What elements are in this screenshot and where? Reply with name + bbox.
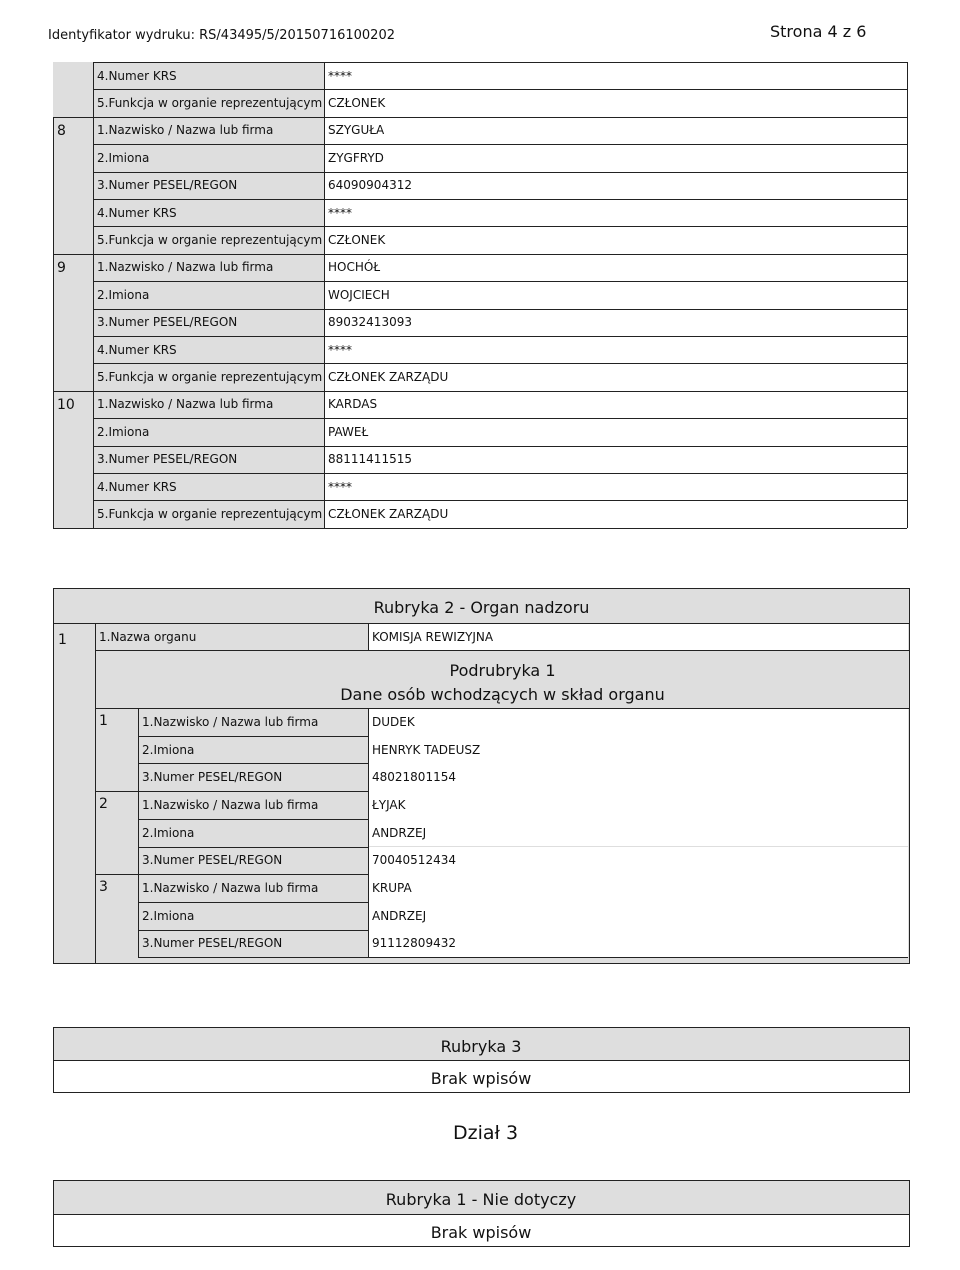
field-value: CZŁONEK ZARZĄDU xyxy=(328,370,449,385)
field-value: ZYGFRYD xyxy=(328,150,384,165)
member-divider xyxy=(95,874,138,875)
field-label: 3.Numer PESEL/REGON xyxy=(142,853,283,868)
field-label: 2.Imiona xyxy=(142,825,195,840)
print-identifier: Identyfikator wydruku: RS/43495/5/20150716100202 xyxy=(48,28,395,43)
field-value: **** xyxy=(328,479,352,494)
field-label: 1.Nazwisko / Nazwa lub firma xyxy=(97,123,274,138)
field-value: ANDRZEJ xyxy=(368,819,908,847)
organ-number: 1 xyxy=(58,632,67,648)
field-label: 5.Funkcja w organie reprezentującym xyxy=(97,370,323,385)
field-label: 5.Funkcja w organie reprezentującym xyxy=(97,507,323,522)
r2-top-border xyxy=(53,588,910,589)
field-label: 2.Imiona xyxy=(142,908,195,923)
field-label: 3.Numer PESEL/REGON xyxy=(97,178,238,193)
r2-sub-divider xyxy=(95,708,910,709)
field-label: 3.Numer PESEL/REGON xyxy=(142,770,283,785)
organ-name-value: KOMISJA REWIZYJNA xyxy=(368,624,908,650)
field-label: 1.Nazwisko / Nazwa lub firma xyxy=(97,260,274,275)
field-value: CZŁONEK ZARZĄDU xyxy=(328,507,449,522)
field-label: 2.Imiona xyxy=(97,287,150,302)
field-label: 3.Numer PESEL/REGON xyxy=(97,315,238,330)
field-label: 4.Numer KRS xyxy=(97,68,177,83)
r2-label-left xyxy=(138,708,139,957)
table-bottom-border xyxy=(53,528,907,529)
field-label: 4.Numer KRS xyxy=(97,205,177,220)
r2-bottom-border xyxy=(53,963,910,964)
label-left-border xyxy=(93,62,94,528)
field-label: 1.Nazwisko / Nazwa lub firma xyxy=(97,397,274,412)
field-value: **** xyxy=(328,205,352,220)
field-value: SZYGUŁA xyxy=(328,123,385,138)
field-label: 3.Numer PESEL/REGON xyxy=(97,452,238,467)
r2-right-border xyxy=(909,588,910,964)
field-value: PAWEŁ xyxy=(328,424,369,439)
field-label: 2.Imiona xyxy=(142,742,195,757)
field-label: 5.Funkcja w organie reprezentującym xyxy=(97,96,323,111)
table-left-border xyxy=(53,117,54,528)
field-label: 3.Numer PESEL/REGON xyxy=(142,936,283,951)
field-label: 1.Nazwisko / Nazwa lub firma xyxy=(142,881,319,896)
r2-organ-divider xyxy=(95,650,910,651)
field-value: HOCHÓŁ xyxy=(328,260,381,275)
r2-title-divider xyxy=(53,623,910,624)
rubryka-2-title: Rubryka 2 - Organ nadzoru xyxy=(373,598,590,617)
field-value: **** xyxy=(328,68,352,83)
rubryka-3-title: Rubryka 3 xyxy=(440,1037,522,1056)
field-value: 89032413093 xyxy=(328,315,412,330)
r2-organ-value-left xyxy=(368,623,369,651)
table-top-border xyxy=(93,62,907,63)
person-divider xyxy=(53,117,93,118)
r2-value-left xyxy=(368,708,369,957)
organ-name-label: 1.Nazwa organu xyxy=(99,630,197,644)
podrubryka-subtitle: Dane osób wchodzących w skład organu xyxy=(340,685,665,704)
field-label: 5.Funkcja w organie reprezentującym xyxy=(97,233,323,248)
field-label: 4.Numer KRS xyxy=(97,342,177,357)
rubryka-3-body: Brak wpisów xyxy=(430,1069,532,1088)
value-left-border xyxy=(324,62,325,528)
field-value: KRUPA xyxy=(368,874,908,902)
person-divider xyxy=(53,391,93,392)
person-divider xyxy=(53,254,93,255)
field-value: CZŁONEK xyxy=(328,233,386,248)
podrubryka-title: Podrubryka 1 xyxy=(449,661,556,680)
row-divider xyxy=(138,957,908,958)
member-number: 2 xyxy=(99,796,108,813)
field-value: 48021801154 xyxy=(368,763,908,791)
person-number: 9 xyxy=(57,259,66,276)
dzial-3-heading: Dział 3 xyxy=(453,1122,519,1144)
field-value: DUDEK xyxy=(368,708,908,736)
field-value: KARDAS xyxy=(328,397,378,412)
person-number: 10 xyxy=(57,396,75,413)
field-value: 70040512434 xyxy=(368,847,908,875)
field-value: ANDRZEJ xyxy=(368,902,908,930)
table-right-border xyxy=(907,62,908,528)
r2-left-border xyxy=(53,588,54,964)
field-value: CZŁONEK xyxy=(328,96,386,111)
page-number: Strona 4 z 6 xyxy=(770,22,867,41)
field-value: WOJCIECH xyxy=(328,287,390,302)
field-value: **** xyxy=(328,342,352,357)
field-label: 1.Nazwisko / Nazwa lub firma xyxy=(142,797,319,812)
member-divider xyxy=(95,791,138,792)
field-value: ŁYJAK xyxy=(368,791,908,819)
field-label: 2.Imiona xyxy=(97,150,150,165)
field-value: 88111411515 xyxy=(328,452,412,467)
field-label: 1.Nazwisko / Nazwa lub firma xyxy=(142,714,319,729)
dzial-3-rubryka-1-body: Brak wpisów xyxy=(430,1223,532,1242)
member-number: 3 xyxy=(99,879,108,896)
field-value: 91112809432 xyxy=(368,930,908,958)
field-label: 2.Imiona xyxy=(97,424,150,439)
field-value: HENRYK TADEUSZ xyxy=(368,736,908,764)
field-label: 4.Numer KRS xyxy=(97,479,177,494)
dzial-3-rubryka-1-title: Rubryka 1 - Nie dotyczy xyxy=(385,1190,577,1209)
r2-inner-left xyxy=(95,623,96,964)
person-number: 8 xyxy=(57,122,66,139)
member-number: 1 xyxy=(99,713,108,729)
field-value: 64090904312 xyxy=(328,178,412,193)
